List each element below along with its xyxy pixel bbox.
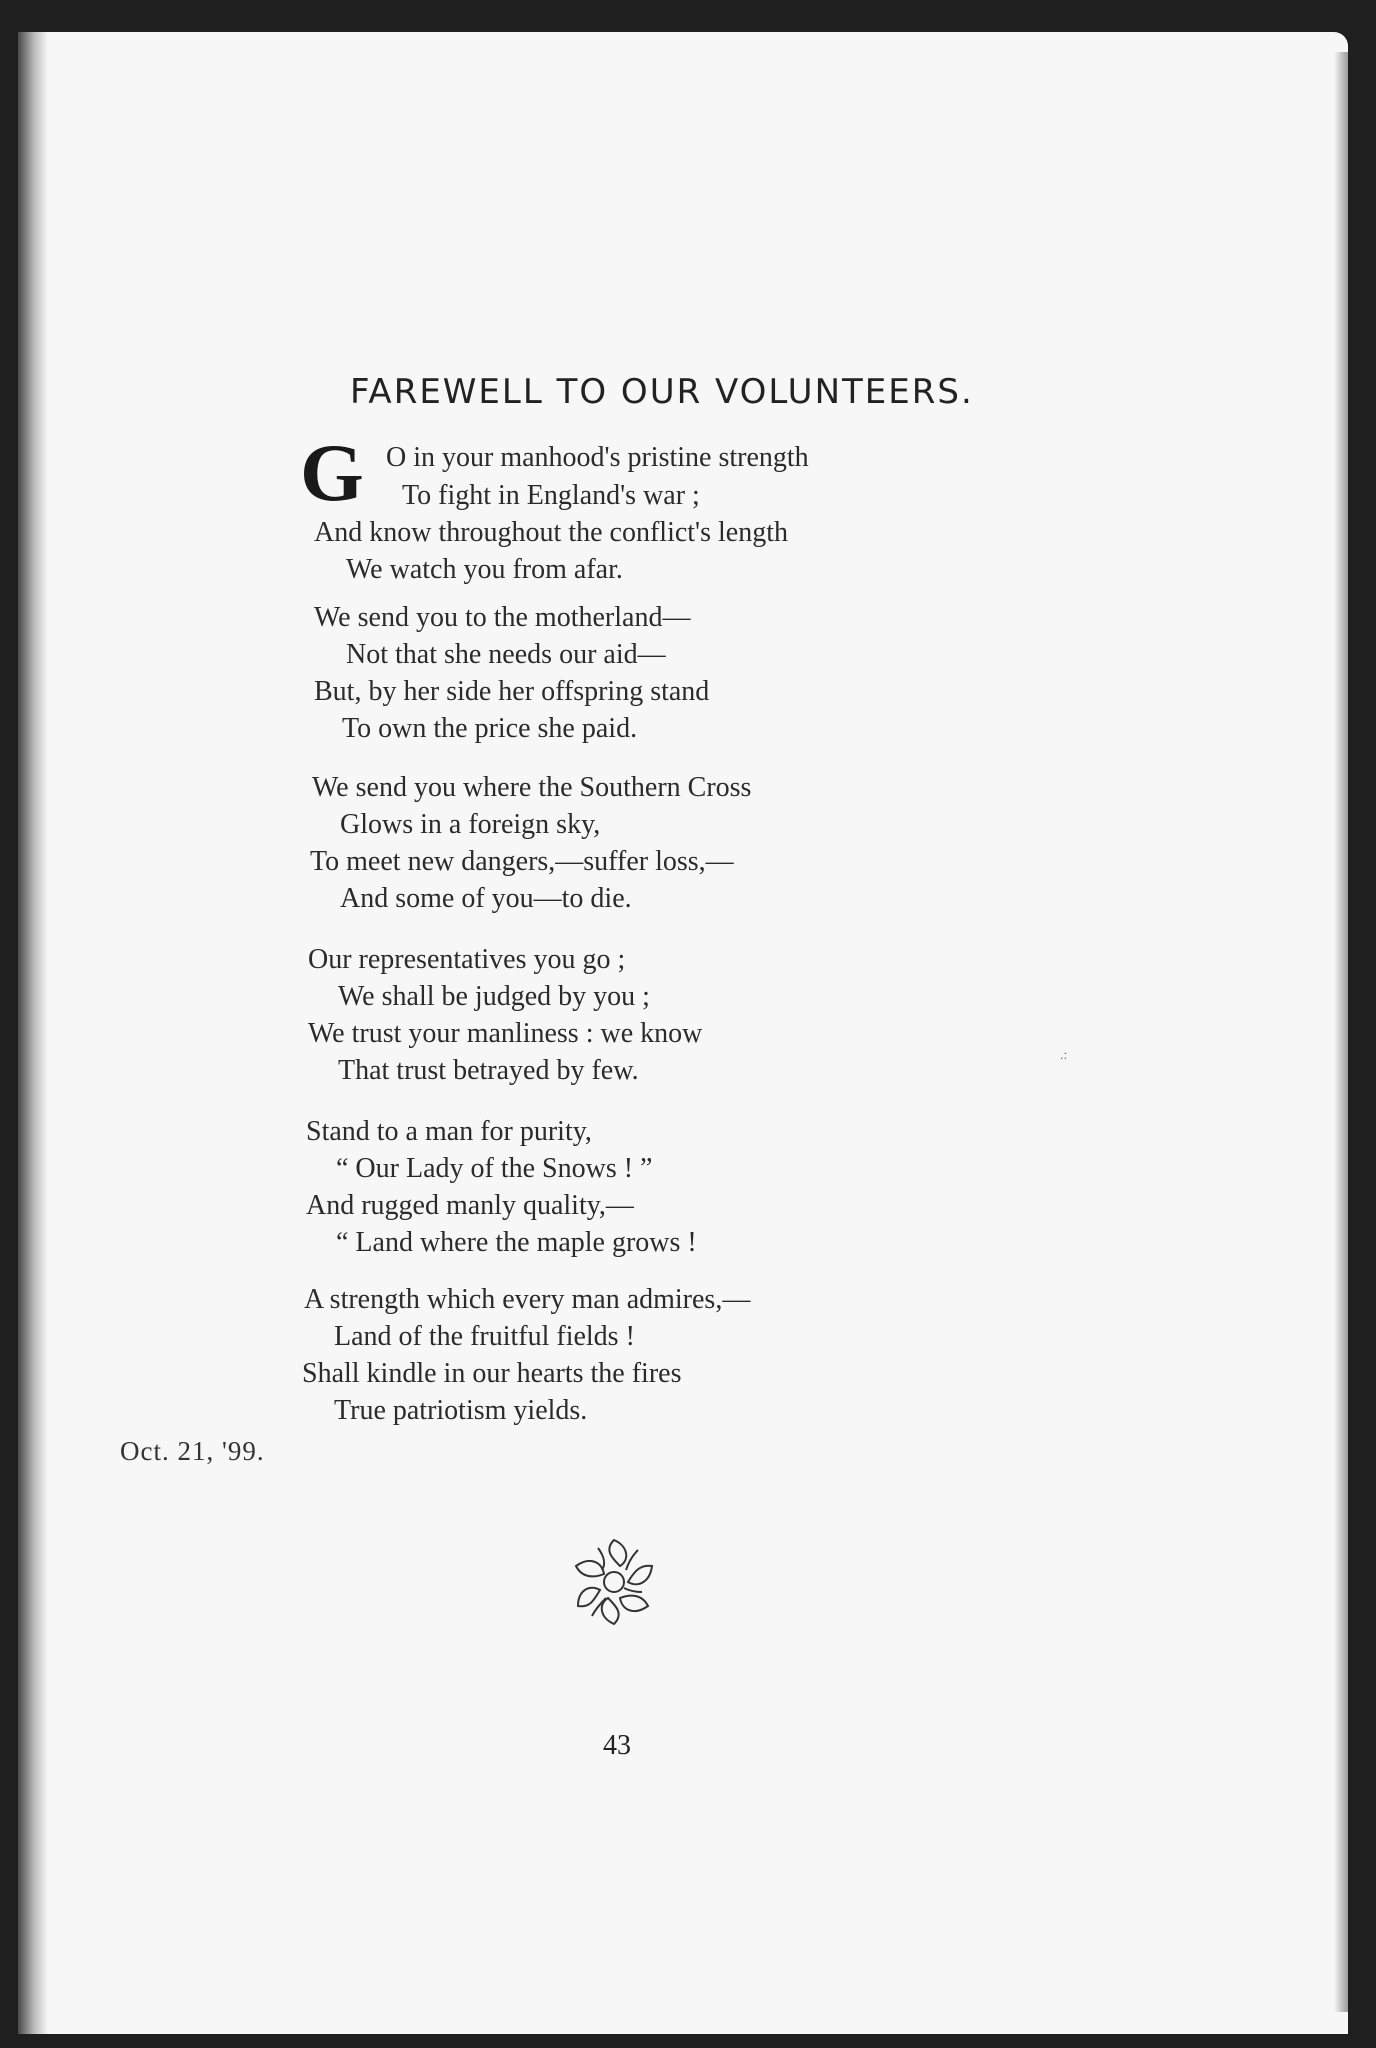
book-page	[18, 32, 1348, 2034]
poem-line: We watch you from afar.	[346, 554, 623, 585]
page-edge	[1334, 52, 1348, 2012]
poem-line: And know throughout the conflict's length	[314, 517, 788, 548]
poem-line: Not that she needs our aid—	[346, 639, 666, 670]
poem-line: “ Land where the maple grows !	[336, 1227, 697, 1258]
poem-line: A strength which every man admires,—	[304, 1284, 751, 1315]
poem-line: Our representatives you go ;	[308, 944, 626, 975]
poem-line: We send you where the Southern Cross	[312, 772, 752, 803]
poem-line: That trust betrayed by few.	[338, 1055, 639, 1086]
poem-line: To fight in England's war ;	[402, 480, 700, 511]
poem-line: We send you to the motherland—	[314, 602, 691, 633]
poem-line: To own the price she paid.	[342, 713, 638, 744]
poem-line: O in your manhood's pristine strength	[386, 442, 809, 473]
poem-line: Stand to a man for purity,	[306, 1116, 592, 1147]
poem-line: We trust your manliness : we know	[308, 1018, 703, 1049]
scan-speck: .:	[1060, 1048, 1068, 1063]
poem-line: We shall be judged by you ;	[338, 981, 650, 1012]
poem-line: To meet new dangers,—suffer loss,—	[310, 846, 734, 877]
poem-line: And some of you—to die.	[340, 883, 632, 914]
poem-line: And rugged manly quality,—	[306, 1190, 634, 1221]
page-number: 43	[603, 1730, 631, 1761]
poem-line: Glows in a foreign sky,	[340, 809, 601, 840]
poem-line: But, by her side her offspring stand	[314, 676, 710, 707]
poem-line: Shall kindle in our hearts the fires	[302, 1358, 682, 1389]
poem-line: True patriotism yields.	[334, 1395, 588, 1426]
binding-shadow	[18, 32, 48, 2034]
poem-title: FAREWELL TO OUR VOLUNTEERS.	[350, 372, 974, 412]
flower-ornament-icon	[568, 1536, 660, 1633]
drop-cap: G	[300, 427, 364, 518]
poem-line: “ Our Lady of the Snows ! ”	[336, 1153, 653, 1184]
poem-line: Land of the fruitful fields !	[334, 1321, 635, 1352]
poem-date: Oct. 21, '99.	[120, 1436, 265, 1466]
